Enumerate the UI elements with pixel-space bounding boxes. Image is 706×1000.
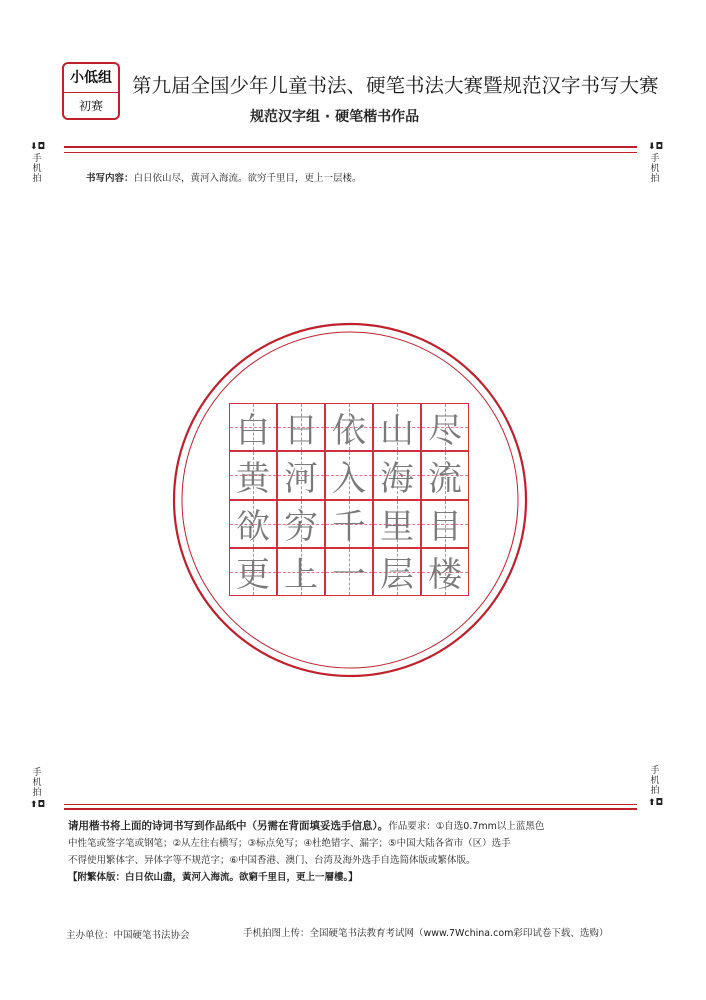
grid-character: 流 bbox=[428, 458, 462, 499]
grid-character: 欲 bbox=[236, 507, 270, 548]
top-rule-thick bbox=[64, 146, 637, 148]
instructions bbox=[68, 818, 648, 886]
stage-label: 初赛 bbox=[78, 99, 103, 113]
grid-cell bbox=[373, 451, 421, 499]
grid-character: 穷 bbox=[284, 507, 318, 548]
writing-grid bbox=[229, 403, 469, 596]
grid-cell bbox=[373, 403, 421, 451]
photo-mark-label: 手机拍 bbox=[32, 154, 42, 184]
grid-character: 河 bbox=[284, 458, 318, 499]
grid-cell bbox=[277, 548, 325, 596]
grid-character: 千 bbox=[332, 507, 366, 548]
grid-cell bbox=[373, 500, 421, 548]
grid-character: 黄 bbox=[236, 458, 270, 499]
bottom-rule-thick bbox=[64, 808, 637, 810]
photo-mark-top-right bbox=[648, 142, 662, 184]
grid-cell bbox=[229, 500, 277, 548]
grid-character: 里 bbox=[380, 507, 414, 548]
photo-mark-bottom-right bbox=[648, 766, 662, 808]
grid-character: 海 bbox=[380, 458, 414, 499]
camera-icon: ⬇◘ bbox=[30, 142, 46, 152]
grid-character: 层 bbox=[380, 555, 414, 596]
camera-icon: ⬇◘ bbox=[648, 142, 664, 152]
grid-cell bbox=[277, 403, 325, 451]
grid-cell bbox=[325, 403, 373, 451]
instructions-line3: 不得使用繁体字、异体字等不规范字；⑥中国香港、澳门、台湾及海外选手自选简体版或繁体版。 bbox=[68, 855, 476, 866]
page-subtitle: 规范汉字组 · 硬笔楷书作品 bbox=[250, 109, 420, 125]
bottom-rule-thin bbox=[64, 804, 637, 805]
grid-character: 目 bbox=[428, 507, 462, 548]
traditional-appendix: 【附繁体版：白日依山盡，黃河入海流。欲窮千里目，更上一層樓。】 bbox=[68, 872, 358, 883]
grid-character: 楼 bbox=[428, 555, 462, 596]
grid-cell bbox=[421, 451, 469, 499]
grid-cell bbox=[277, 451, 325, 499]
content-line bbox=[86, 170, 362, 184]
grid-cell bbox=[325, 500, 373, 548]
grid-cell bbox=[229, 451, 277, 499]
grid-cell bbox=[421, 548, 469, 596]
grid-character: 上 bbox=[284, 555, 318, 596]
photo-mark-label: 手机拍 bbox=[650, 766, 660, 796]
grid-character: 依 bbox=[332, 410, 366, 451]
grid-cell bbox=[325, 451, 373, 499]
grid-character: 一 bbox=[332, 555, 366, 596]
photo-mark-bottom-left bbox=[30, 768, 44, 810]
grid-character: 入 bbox=[332, 458, 366, 499]
photo-mark-label: 手机拍 bbox=[32, 768, 42, 798]
group-label: 小低组 bbox=[64, 64, 118, 93]
grid-cell bbox=[325, 548, 373, 596]
camera-icon: ⬆◘ bbox=[30, 800, 46, 810]
photo-mark-label: 手机拍 bbox=[650, 154, 660, 184]
grid-character: 更 bbox=[236, 555, 270, 596]
group-badge bbox=[62, 62, 120, 120]
grid-cell bbox=[421, 500, 469, 548]
top-rule-thin bbox=[64, 152, 637, 153]
grid-cell bbox=[229, 403, 277, 451]
grid-character: 日 bbox=[284, 410, 318, 451]
instructions-line1: 作品要求：①自选0.7mm以上蓝黑色 bbox=[388, 821, 545, 832]
grid-cell bbox=[373, 548, 421, 596]
grid-character: 山 bbox=[380, 410, 414, 451]
content-label: 书写内容： bbox=[86, 173, 134, 184]
photo-mark-top-left bbox=[30, 142, 44, 184]
page-title: 第九届全国少年儿童书法、硬笔书法大赛暨规范汉字书写大赛 bbox=[132, 74, 659, 97]
organizer: 主办单位：中国硬笔书法协会 bbox=[66, 930, 190, 941]
grid-cell bbox=[421, 403, 469, 451]
upload-info: 手机拍图上传：全国硬笔书法教育考试网（www.7Wchina.com彩印试卷下载、选购） bbox=[243, 928, 609, 939]
camera-icon: ⬆◘ bbox=[648, 798, 664, 808]
grid-character: 白 bbox=[236, 410, 270, 451]
content-text: 白日依山尽，黄河入海流。欲穷千里目，更上一层楼。 bbox=[133, 173, 362, 184]
grid-cell bbox=[229, 548, 277, 596]
grid-cell bbox=[277, 500, 325, 548]
grid-character: 尽 bbox=[428, 410, 462, 451]
instructions-lead: 请用楷书将上面的诗词书写到作品纸中（另需在背面填妥选手信息）。 bbox=[68, 820, 389, 832]
instructions-line2: 中性笔或签字笔或钢笔；②从左往右横写；③标点免写；④杜绝错字、漏字；⑤中国大陆各省市（区）选手 bbox=[68, 838, 511, 849]
